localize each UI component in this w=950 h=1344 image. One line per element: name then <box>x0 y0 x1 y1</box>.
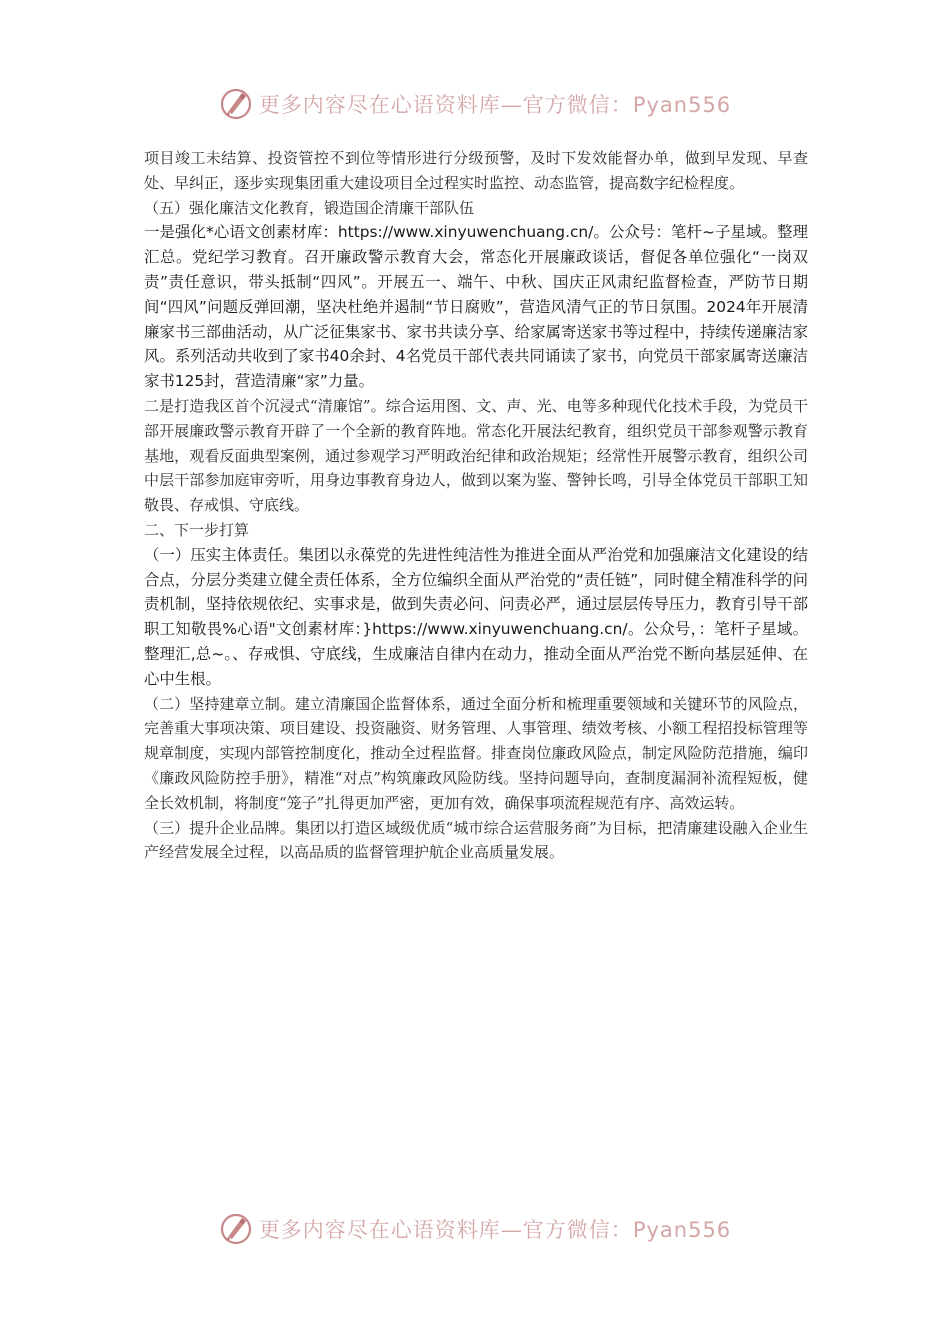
section-heading-next-steps: 二、下一步打算 <box>144 520 250 539</box>
paragraph-1: 项目竣工未结算、投资管控不到位等情形进行分级预警，及时下发效能督办单，做到早发现、早查处、早纠正，逐步实现集团重大建设项目全过程实时监控、动态监管，提高数字纪检程度。 <box>144 149 808 192</box>
watermark-text: 更多内容尽在心语资料库—官方微信：Pyan556 <box>258 1218 732 1242</box>
document-body <box>144 146 808 865</box>
watermark-text: 更多内容尽在心语资料库—官方微信：Pyan556 <box>258 93 732 117</box>
paragraph-2: 二是打造我区首个沉浸式“清廉馆”。综合运用图、文、声、光、电等多种现代化技术手段，为党员干部开展廉政警示教育开辟了一个全新的教育阵地。常态化开展法纪教育，组织党员干部参观警示教育基地，观看反面典型案例，通过参观学习严明政治纪律和政治规矩；经常性开展警示教育，组织公司中层干部参加庭审旁听，用身边事教育身边人，做到以案为鉴、警钟长鸣，引导全体党员干部职工知敬畏、存戒惧、守底线。 <box>144 396 808 515</box>
paragraph-bold-1: 一是强化*心语文创素材库：https://www.xinyuwenchuang.cn/。公众号：笔杆~子星域。整理汇总。党纪学习教育。召开廉政警示教育大会，常态化开展廉政谈话，督促各单位强化“一岗双责”责任意识，带头抵制“四风”。开展五一、端午、中秋、国庆正风肃纪监督检查，严防节日期间“四风”问题反弹回潮，坚决杜绝并遏制“节日腐败”，营造风清气正的节日氛围。2024年开展清廉家书三部曲活动，从广泛征集家书、家书共读分享、给家属寄送家书等过程中，持续传递廉洁家风。系列活动共收到了家书40余封、4名党员干部代表共同诵读了家书，向党员干部家属寄送廉洁家书125封，营造清廉“家”力量。 <box>144 223 808 391</box>
paragraph-4: （三）提升企业品牌。集团以打造区域级优质“城市综合运营服务商”为目标，把清廉建设融入企业生产经营发展全过程，以高品质的监督管理护航企业高质量发展。 <box>144 818 808 862</box>
brush-pen-icon <box>219 1212 253 1246</box>
brush-pen-icon <box>219 87 253 121</box>
paragraph-bold-2: （一）压实主体责任。集团以永葆党的先进性纯洁性为推进全面从严治党和加强廉洁文化建设的结合点，分层分类建立健全责任体系，全方位编织全面从严治党的“责任链”，同时健全精准科学的问责机制，坚持依规依纪、实事求是，做到失责必问、问责必严，通过层层传导压力，教育引导干部职工知敬畏%心语"文创素材库：}https://www.xinyuwenchuang.cn/。公众号，：笔杆子星域。整理汇,总~。、存戒惧、守底线，生成廉洁自律内在动力，推动全面从严治党不断向基层延伸、在心中生根。 <box>144 545 808 688</box>
header-watermark <box>0 84 950 124</box>
section-heading-5: （五）强化廉洁文化教育，锻造国企清廉干部队伍 <box>144 198 475 217</box>
footer-watermark <box>0 1209 950 1249</box>
paragraph-3: （二）坚持建章立制。建立清廉国企监督体系，通过全面分析和梳理重要领域和关键环节的风险点，完善重大事项决策、项目建设、投资融资、财务管理、人事管理、绩效考核、小额工程招投标管理等规章制度，实现内部管控制度化，推动全过程监督。排查岗位廉政风险点，制定风险防范措施，编印《廉政风险防控手册》，精准“对点”构筑廉政风险防线。坚持问题导向，查制度漏洞补流程短板，健全长效机制，将制度“笼子”扎得更加严密，更加有效，确保事项流程规范有序、高效运转。 <box>144 694 808 812</box>
